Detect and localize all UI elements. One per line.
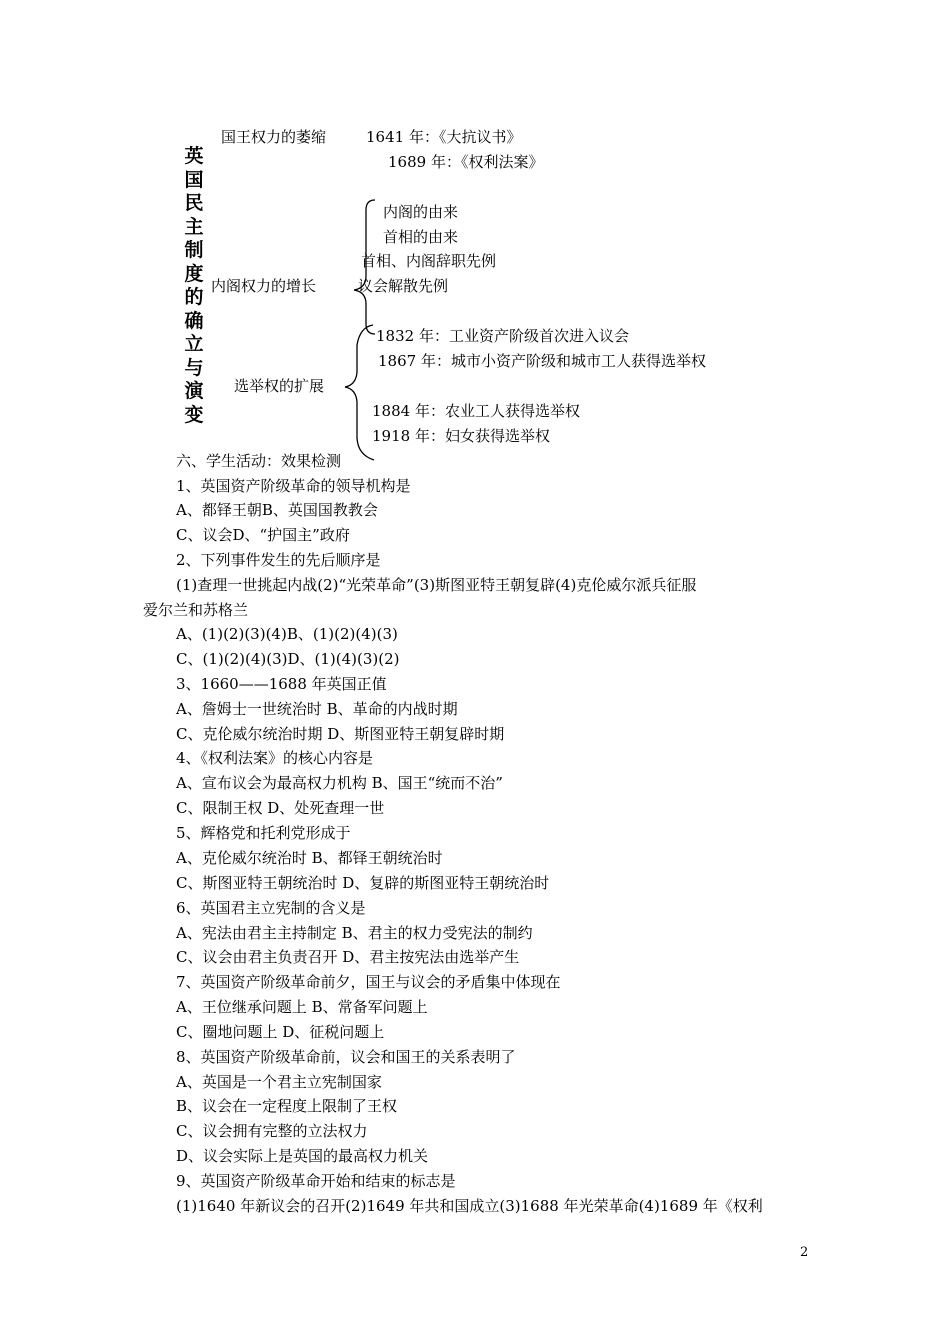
branch-item: 1867 年：城市小资产阶级和城市工人获得选举权	[378, 352, 706, 370]
branch-item: 1918 年：妇女获得选举权	[372, 427, 550, 445]
brace-lines	[0, 0, 950, 480]
option-line: A、王位继承问题上 B、常备军问题上	[176, 998, 428, 1016]
question-line: 4、《权利法案》的核心内容是	[176, 749, 374, 767]
branch-item: 议会解散先例	[358, 277, 449, 295]
branch-item: 1884 年：农业工人获得选举权	[372, 402, 580, 420]
option-line: C、议会由君主负责召开 D、君主按宪法由选举产生	[176, 948, 520, 966]
option-line: B、议会在一定程度上限制了王权	[176, 1097, 398, 1115]
branch-item: 1641 年：《大抗议书》	[366, 128, 522, 146]
branch-item: 1832 年：工业资产阶级首次进入议会	[376, 327, 629, 345]
suffrage-brace	[345, 325, 374, 460]
question-line: 1、英国资产阶级革命的领导机构是	[176, 477, 411, 495]
section-heading: 六、学生活动：效果检测	[176, 452, 342, 470]
question-line: 3、1660——1688 年英国正值	[176, 675, 387, 693]
option-line: A、宣布议会为最高权力机构 B、国王“统而不治”	[176, 774, 503, 792]
option-line: C、议会拥有完整的立法权力	[176, 1122, 368, 1140]
option-line: D、议会实际上是英国的最高权力机关	[176, 1147, 429, 1165]
question-line: 8、英国资产阶级革命前，议会和国王的关系表明了	[176, 1048, 516, 1066]
option-line: A、都铎王朝B、英国国教教会	[176, 501, 378, 519]
branch-item: 首相、内阁辞职先例	[361, 252, 497, 270]
option-line: A、克伦威尔统治时 B、都铎王朝统治时	[176, 849, 443, 867]
option-line: C、议会D、“护国主”政府	[176, 526, 350, 544]
cabinet-brace	[354, 200, 375, 334]
branch-item: 首相的由来	[383, 228, 459, 246]
branch-item: 1689 年：《权利法案》	[388, 153, 544, 171]
option-line: C、克伦威尔统治时期 D、斯图亚特王朝复辟时期	[176, 725, 505, 743]
question-line: 6、英国君主立宪制的含义是	[176, 899, 366, 917]
page-number: 2	[800, 1245, 809, 1260]
question-line: (1)查理一世挑起内战(2)“光荣革命”(3)斯图亚特王朝复辟(4)克伦威尔派兵征服	[176, 576, 697, 594]
option-line: C、斯图亚特王朝统治时 D、复辟的斯图亚特王朝统治时	[176, 874, 550, 892]
question-line: 7、英国资产阶级革命前夕，国王与议会的矛盾集中体现在	[176, 973, 561, 991]
branch-item: 内阁的由来	[383, 203, 459, 221]
branch-label-cabinet: 内阁权力的增长	[211, 277, 317, 295]
option-line: C、限制王权 D、处死查理一世	[176, 799, 385, 817]
option-line: A、(1)(2)(3)(4)B、(1)(2)(4)(3)	[176, 625, 398, 643]
diagram-title: 英国民主制度的确立与演变	[184, 145, 204, 426]
option-line: A、詹姆士一世统治时 B、革命的内战时期	[176, 700, 458, 718]
question-line: (1)1640 年新议会的召开(2)1649 年共和国成立(3)1688 年光荣革命(4)1689 年《权利	[176, 1197, 763, 1215]
question-line: 爱尔兰和苏格兰	[143, 601, 249, 619]
branch-label-suffrage: 选举权的扩展	[234, 377, 325, 395]
question-line: 2、下列事件发生的先后顺序是	[176, 551, 381, 569]
question-line: 9、英国资产阶级革命开始和结束的标志是	[176, 1172, 456, 1190]
option-line: A、宪法由君主主持制定 B、君主的权力受宪法的制约	[176, 924, 533, 942]
option-line: C、圈地问题上 D、征税问题上	[176, 1023, 385, 1041]
question-line: 5、辉格党和托利党形成于	[176, 824, 351, 842]
branch-label-crown: 国王权力的萎缩	[221, 128, 327, 146]
option-line: C、(1)(2)(4)(3)D、(1)(4)(3)(2)	[176, 650, 400, 668]
option-line: A、英国是一个君主立宪制国家	[176, 1073, 382, 1091]
